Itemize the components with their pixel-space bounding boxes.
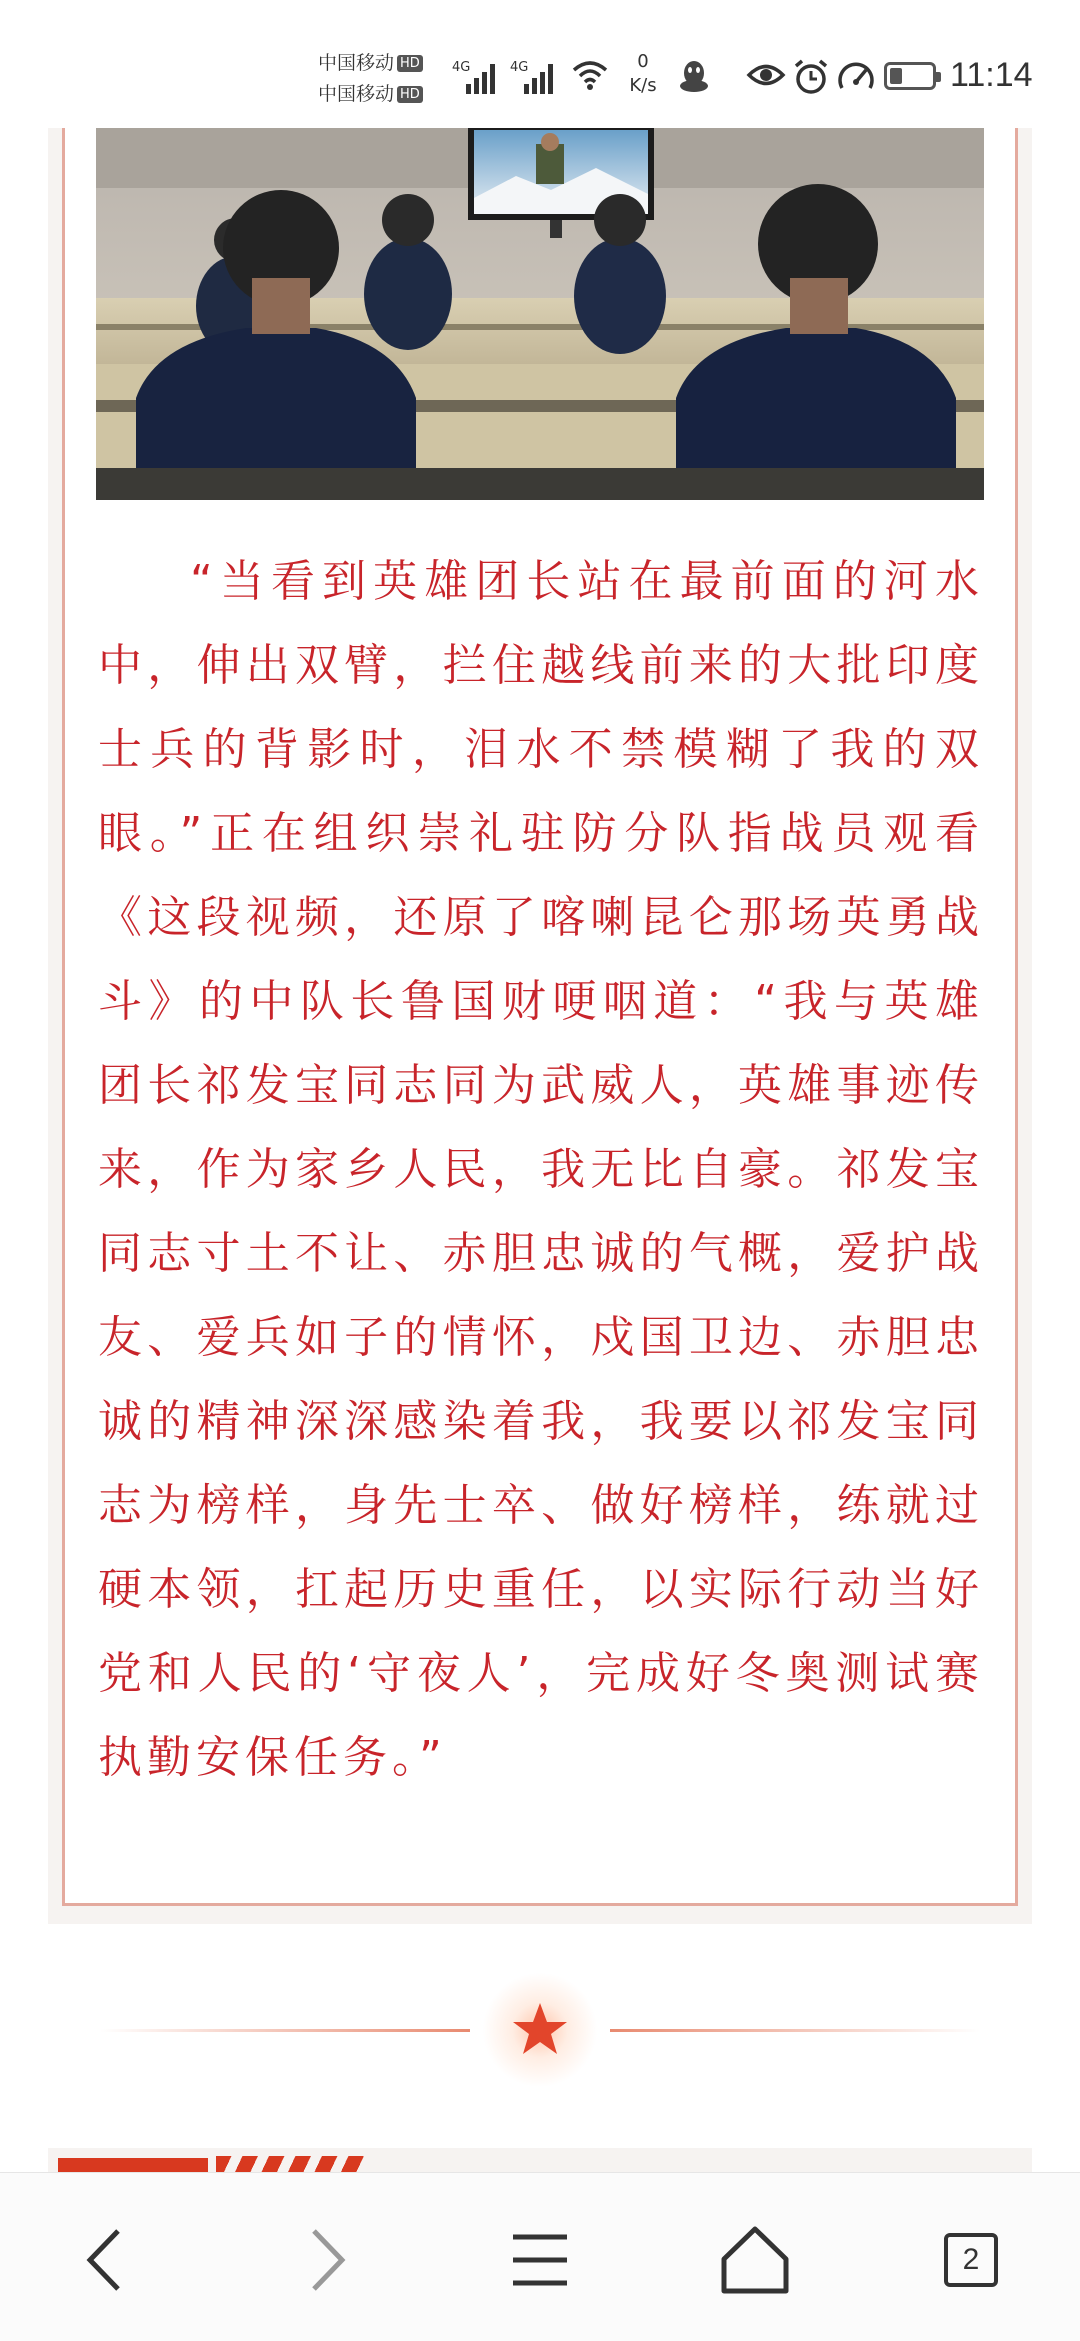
status-bar — [0, 0, 1080, 128]
hd-badge-1: HD — [397, 55, 423, 72]
net-speed-value: 0 — [637, 51, 649, 72]
chevron-left-icon — [62, 2215, 152, 2305]
tabs-button[interactable] — [926, 2215, 1016, 2305]
hd-badge-2: HD — [397, 86, 423, 103]
net-speed-unit: K/s — [629, 75, 657, 96]
soldiers-watching-video-image — [96, 128, 984, 500]
article-paragraph: “当看到英雄团长站在最前面的河水中，伸出双臂，拦住越线前来的大批印度士兵的背影时，泪水不禁模糊了我的双眼。”正在组织崇礼驻防分队指战员观看《这段视频，还原了喀喇昆仑那场英勇战斗》的中队长鲁国财哽咽道：“我与英雄团长祁发宝同志同为武威人，英雄事迹传来，作为家乡人民，我无比自豪。祁发宝同志寸土不让、赤胆忠诚的气概，爱护战友、爱兵如子的情怀，戍国卫边、赤胆忠诚的精神深深感染着我，我要以祁发宝同志为榜样，身先士卒、做好榜样，练就过硬本领，扛起历史重任，以实际行动当好党和人民的‘守夜人’，完成好冬奥测试赛执勤安保任务。” — [98, 556, 984, 1783]
home-button[interactable] — [710, 2215, 800, 2305]
carrier-info — [318, 48, 442, 110]
eye-icon — [746, 58, 786, 92]
alarm-clock-icon — [792, 58, 830, 96]
battery-icon — [884, 62, 936, 90]
chevron-right-icon — [280, 2215, 370, 2305]
back-button[interactable] — [62, 2215, 152, 2305]
speedometer-icon — [836, 58, 876, 96]
star-icon — [510, 2000, 570, 2060]
network-type-2: 4G — [510, 60, 529, 75]
forward-button[interactable] — [280, 2215, 370, 2305]
next-section-header — [48, 2148, 1032, 2172]
network-type-1: 4G — [452, 60, 471, 75]
menu-button[interactable] — [495, 2215, 585, 2305]
article-photo — [96, 128, 984, 500]
carrier-2-label: 中国移动 — [318, 83, 395, 105]
wifi-icon — [570, 58, 610, 92]
menu-icon — [495, 2215, 585, 2305]
section-divider — [100, 1970, 980, 2090]
tabs-icon: 2 — [944, 2233, 998, 2287]
net-speed — [618, 50, 668, 98]
qq-penguin-icon — [676, 58, 712, 94]
status-time: 11:14 — [950, 56, 1033, 94]
home-icon — [710, 2215, 800, 2305]
carrier-1-label: 中国移动 — [318, 52, 395, 74]
browser-bottom-nav — [0, 2172, 1080, 2341]
